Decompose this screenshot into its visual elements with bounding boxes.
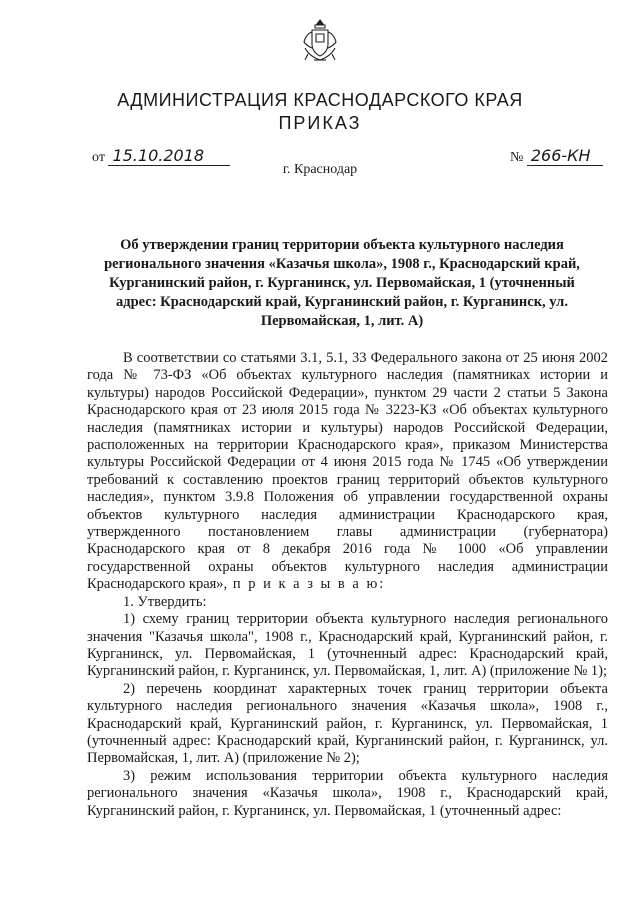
date-prefix: от — [92, 150, 105, 165]
item-1-3: 3) режим использования территории объекта культурного наследия регионального значения «Казачья школа», 1908 г., Краснодарский край, Курганинский район, г. Курганинск, ул. Первомайская, 1 (уточненный адрес: — [87, 767, 608, 819]
preamble-paragraph — [87, 350, 608, 594]
document-body — [87, 350, 608, 820]
organization-name: АДМИНИСТРАЦИЯ КРАСНОДАРСКОГО КРАЯ — [117, 90, 523, 110]
document-type: ПРИКАЗ — [278, 113, 362, 133]
order-word: п р и к а з ы в а ю: — [227, 576, 386, 593]
number-prefix: № — [510, 150, 524, 165]
city: г. Краснодар — [282, 162, 358, 177]
number-value: 266-КН — [527, 146, 603, 166]
date-value: 15.10.2018 — [108, 146, 230, 166]
item-1-1: 1) схему границ территории объекта культурного наследия регионального значения "Казачья школа", 1908 г., Краснодарский край, Курганинский район, г. Курганинск, ул. Первомайская, 1 (уточненный адрес: Краснодарский край, Курганинский район, г. Курганинск, ул. Первомайская, 1, лит. А) (приложение № 1); — [87, 611, 608, 680]
preamble-text: В соответствии со статьями 3.1, 5.1, 33 Федерального закона от 25 июня 2002 года № 73-ФЗ «Об объектах культурного наследия (памятниках истории и культуры) народов Российской Федерации», пунктом 29 части 2 статьи 5 Закона Краснодарского края от 23 июля 2015 года № 3223-КЗ «Об объектах культурного наследия (памятниках истории и культуры) народов Российской Федерации, расположенных на территории Краснодарского края», приказом Министерства культуры Российской Федерации от 4 июня 2015 года № 1745 «Об утверждении требований к составлению проектов границ территорий объектов культурного наследия», пунктом 3.9.8 Положения об управлении государственной охраны объектов культурного наследия администрации Краснодарского края, утвержденного постановлением главы администрации (губернатора) Краснодарского края от 8 декабря 2016 года № 1000 «Об управлении государственной охраны объектов культурного наследия администрации Краснодарского края», — [87, 350, 608, 593]
document-title: Об утверждении границ территории объекта культурного наследия регионального значения «Казачья школа», 1908 г., Краснодарский край, Курганинский район, г. Курганинск, ул. Первомайская, 1 (уточненный адрес: Краснодарский край, Курганинский район, г. Курганинск, ул. Первомайская, 1, лит. А) — [104, 237, 580, 329]
item-1: 1. Утвердить: — [123, 593, 207, 610]
item-1-2: 2) перечень координат характерных точек границ территории объекта культурного наследия регионального значения «Казачья школа», 1908 г., Краснодарский край, Курганинский район, г. Курганинск, ул. Первомайская, 1 (уточненный адрес: Краснодарский край, Курганинский район, г. Курганинск, ул. Первомайская, 1, лит. А) (приложение № 2); — [87, 680, 608, 767]
coat-of-arms-emblem — [302, 18, 338, 64]
